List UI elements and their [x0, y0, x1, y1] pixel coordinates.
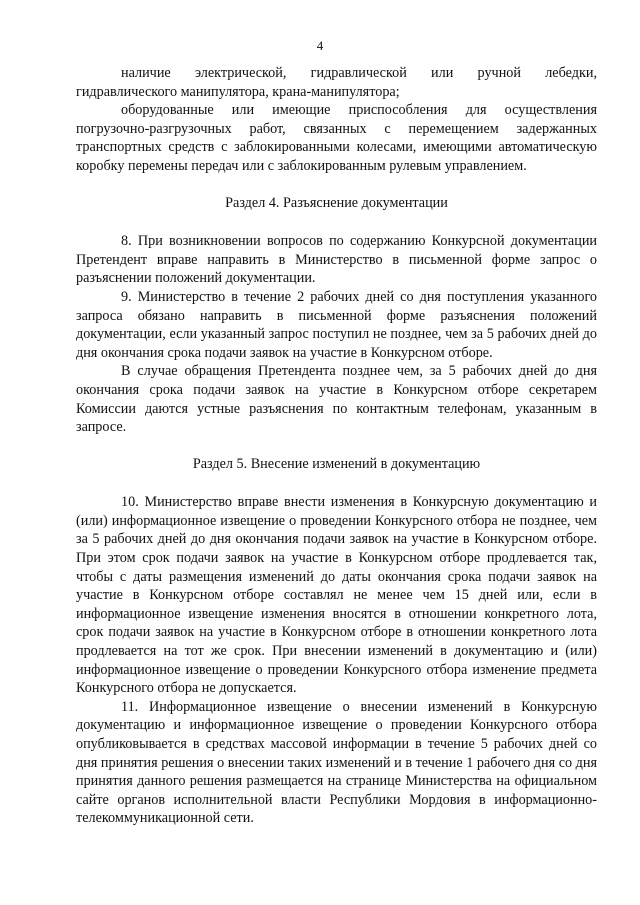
paragraph-10: 10. Министерство вправе внести изменения в Конкурсную документацию и (или) информационное извещение о проведении Конкурсного отбора не позднее, чем за 5 рабочих дней до дня окончания подачи заявок на участие в Конкурсном отборе. При этом срок подачи заявок на участие в Конкурсном отборе продлевается так, чтобы с даты размещения изменений до даты окончания срока подачи заявок на участие в Конкурсном отборе составлял не менее чем 15 дней или, если в информационное извещение изменения вносятся в отношении конкретного лота, срок подачи заявок на участие в Конкурсном отборе в отношении конкретного лота продлевается на тот же срок. При внесении изменений в документацию и (или) информационное извещение о проведении Конкурсного отбора изменение предмета Конкурсного отбора не допускается.	[76, 494, 597, 697]
page-number: 4	[316, 38, 324, 53]
paragraph-equipment-winch: наличие электрической, гидравлической или ручной лебедки, гидравлического манипулятора, крана-манипулятора;	[76, 65, 597, 100]
paragraph-equipment-devices: оборудованные или имеющие приспособления для осуществления погрузочно-разгрузочных работ, связанных с перемещением задержанных транспортных средств с заблокированными колесами, имеющими автоматическую коробку перемены передач или с заблокированным рулевым управлением.	[76, 102, 597, 174]
section-5-heading: Раздел 5. Внесение изменений в документацию	[192, 455, 481, 472]
paragraph-late-request: В случае обращения Претендента позднее чем, за 5 рабочих дней до дня окончания срока подачи заявок на участие в Конкурсном отборе секретарем Комиссии даются устные разъяснения по контактным телефонам, указанным в запросе.	[76, 363, 597, 436]
section-4-heading: Раздел 4. Разъяснение документации	[225, 194, 448, 211]
paragraph-9: 9. Министерство в течение 2 рабочих дней со дня поступления указанного запроса обязано направить в письменной форме разъяснения положений документации, если указанный запрос поступил не позднее, чем за 5 рабочих дней до дня окончания срока подачи заявок на участие в Конкурсном отборе.	[76, 288, 597, 361]
paragraph-8: 8. При возникновении вопросов по содержанию Конкурсной документации Претендент вправе направить в Министерство в письменной форме запрос о разъяснении положений документации.	[76, 233, 597, 287]
paragraph-11: 11. Информационное извещение о внесении изменений в Конкурсную документацию и информационное извещение о проведении Конкурсного отбора опубликовывается в средствах массовой информации в течение 5 рабочих дней со дня принятия решения о внесении таких изменений и в течение 1 рабочего дня со дня принятия данного решения размещается на странице Министерства на официальном сайте органов исполнительной власти Республики Мордовия в информационно-телекоммуникационной сети.	[76, 698, 597, 827]
document-body	[76, 64, 597, 828]
